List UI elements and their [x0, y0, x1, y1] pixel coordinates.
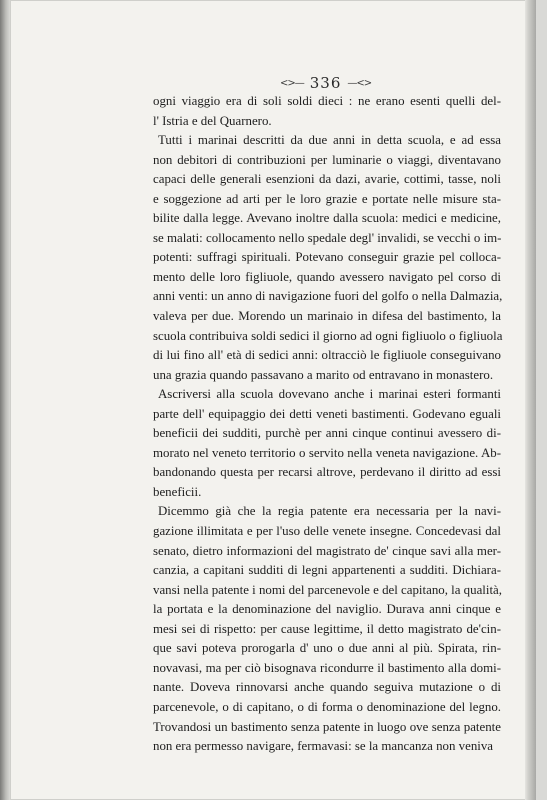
text-line: valeva per due. Morendo un marinaio in difesa del bastimento, la [153, 309, 501, 324]
text-line: capaci delle generali esenzioni da dazi, avarie, cottimi, tasse, noli [153, 172, 501, 187]
body-text [153, 92, 501, 757]
text-line: scuola contribuiva soldi sedici il giorno ad ogni figliuolo o figliuola [153, 328, 503, 343]
text-line: ogni viaggio era di soli soldi dieci : ne erano esenti quelli del- [153, 94, 501, 108]
paragraph [153, 502, 501, 756]
text-line: l' Istria e del Quarnero. [153, 113, 272, 128]
text-line: parte dell' equipaggio dei detti veneti bastimenti. Godevano eguali [153, 406, 501, 421]
ornament-left-icon: <>— [280, 77, 304, 89]
paragraph [153, 385, 501, 502]
text-line: se malati: collocamento nello spedale degl' invalidi, se vecchi o im- [153, 230, 502, 245]
page-number: 336 [309, 74, 342, 92]
text-line: canzia, a capitani sudditi di legni appartenenti a sudditi. Dichiara- [153, 563, 501, 578]
text-line: morato nel veneto territorio o servito nella veneta navigazione. Ab- [153, 445, 501, 460]
text-line: bandonando questa per recarsi altrove, perdevano il diritto ad essi [153, 465, 501, 480]
text-line: vansi nella patente i nomi del parcenevole e del capitano, la qualità, [153, 582, 502, 597]
text-line: beneficii dei sudditi, purchè per anni cinque continui avessero di- [153, 426, 501, 441]
text-line: bilite dalla legge. Avevano inoltre dalla scuola: medici e medicine, [153, 211, 501, 226]
text-line: anni venti: un anno di navigazione fuori del golfo o nella Dalmazia, [153, 289, 503, 304]
text-line: Trovandosi un bastimento senza patente in luogo ove senza patente [153, 719, 501, 734]
text-line: una grazia quando passavano a marito od entravano in monastero. [153, 367, 494, 382]
text-line: mento delle loro figliuole, quando avessero navigato pel corso di [153, 269, 501, 284]
text-line: parcenevole, o di capitano, o di forma o denominazione del legno. [153, 699, 501, 714]
text-line: que savi poteva prorogarla d' uno o due anni al più. Spirata, rin- [153, 641, 501, 656]
text-line: non era permesso navigare, fermavasi: se la mancanza non veniva [153, 739, 494, 754]
paragraph [153, 92, 501, 131]
text-line: nante. Doveva rinnovarsi anche quando seguiva mutazione o di [153, 680, 501, 695]
text-line: potenti: suffragi spirituali. Potevano conseguir grazie pel colloca- [153, 250, 501, 265]
book-page [10, 0, 536, 800]
page-header [280, 73, 371, 93]
page-right-edge [525, 0, 536, 800]
text-line: di lui fino all' età di sedici anni: oltracciò le figliuole conseguivano [153, 348, 501, 363]
text-line: e soggezione ad arti per le loro grazie e portate nelle misure sta- [153, 191, 501, 206]
text-line: beneficii. [153, 484, 202, 499]
ornament-right-icon: —<> [347, 77, 372, 89]
paragraph [153, 131, 501, 385]
text-line: Tutti i marinai descritti da due anni in detta scuola, e ad essa [158, 133, 501, 148]
text-line: Ascriversi alla scuola dovevano anche i marinai esteri formanti [158, 387, 501, 402]
text-line: novavasi, ma per ciò bisognava ricondurre il bastimento alla domi- [153, 660, 501, 675]
text-line: senato, dietro informazioni del magistrato de' cinque savi alla mer- [153, 543, 501, 558]
text-line: non debitori di contribuzioni per luminarie o viaggi, diventavano [153, 152, 501, 167]
text-line: la portata e la denominazione del naviglio. Durava anni cinque e [153, 602, 501, 617]
text-line: mesi sei di rispetto: per cause legittime, il detto magistrato de'cin- [153, 621, 501, 636]
book-gutter-shadow [0, 0, 10, 800]
text-line: Dicemmo già che la regia patente era necessaria per la navi- [158, 504, 501, 519]
text-line: gazione illimitata e per l'uso delle venete insegne. Concedevasi dal [153, 524, 501, 539]
